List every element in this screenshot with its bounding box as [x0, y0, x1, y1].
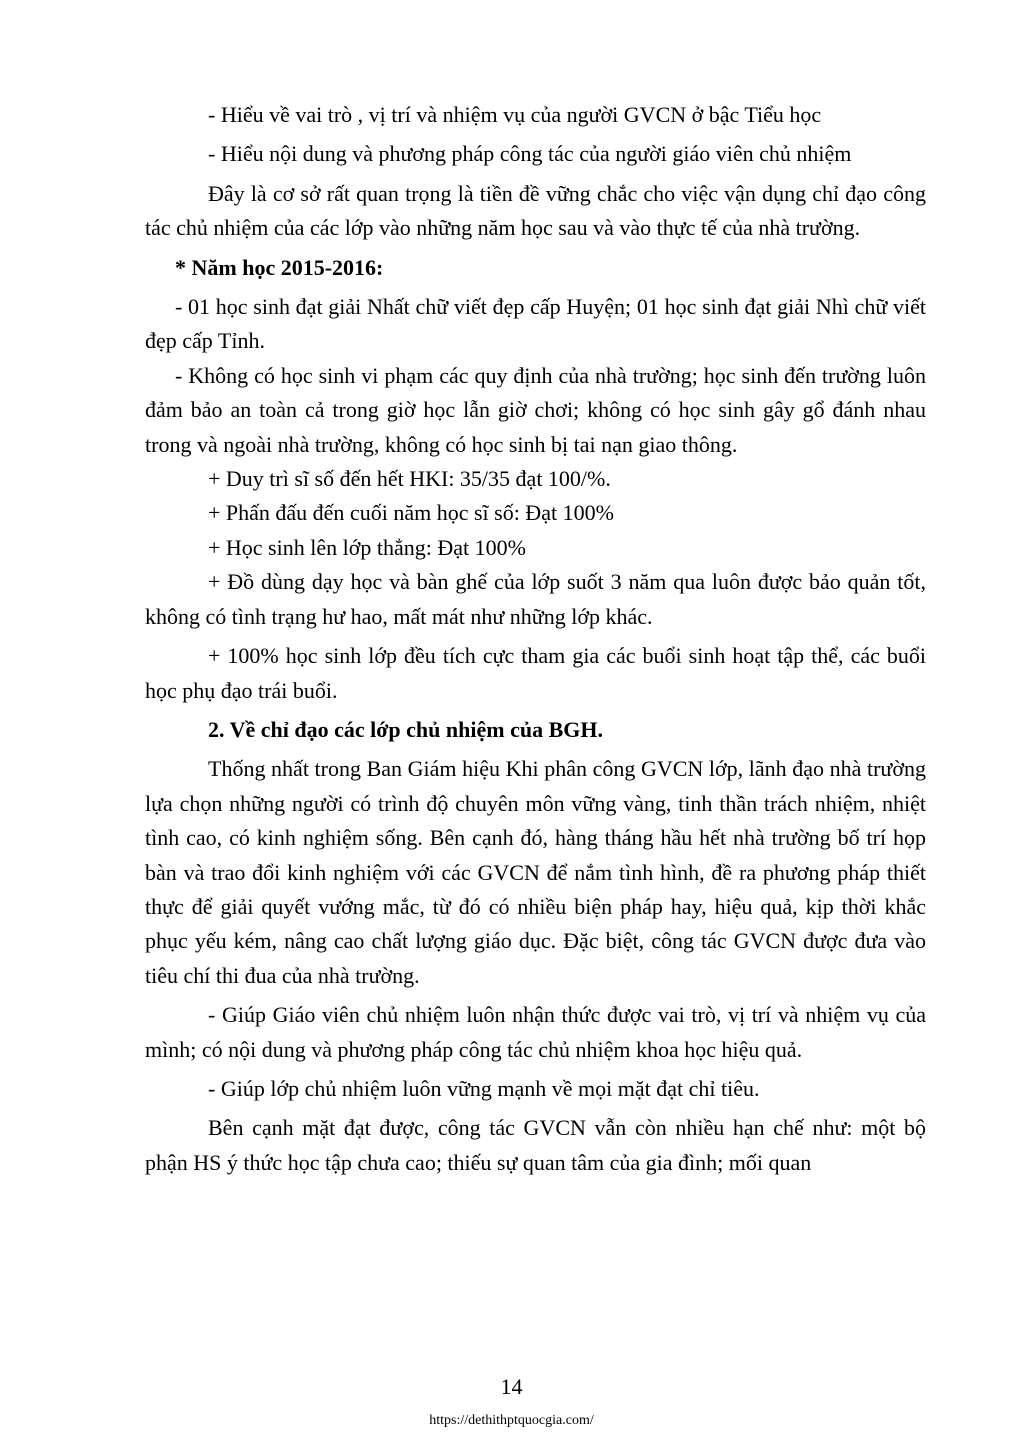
section-heading-year: * Năm học 2015-2016:: [175, 254, 384, 280]
paragraph-8: + Phấn đấu đến cuối năm học sĩ số: Đạt 100%: [208, 500, 614, 526]
paragraph-2: - Hiểu nội dung và phương pháp công tác của người giáo viên chủ nhiệm: [208, 141, 852, 167]
paragraph-11: + 100% học sinh lớp đều tích cực tham gia các buổi sinh hoạt tập thể, các buổi học phụ đạo trái buổi.: [145, 643, 926, 703]
paragraph-16: Bên cạnh mặt đạt được, công tác GVCN vẫn còn nhiều hạn chế như: một bộ phận HS ý thức học tập chưa cao; thiếu sự quan tâm của gia đình; mối quan: [145, 1115, 926, 1175]
paragraph-7: + Duy trì sĩ số đến hết HKI: 35/35 đạt 100/%.: [208, 466, 611, 492]
page-number: 14: [500, 1374, 523, 1399]
paragraph-1: - Hiểu về vai trò , vị trí và nhiệm vụ của người GVCN ở bậc Tiểu học: [208, 102, 822, 127]
paragraph-5: - 01 học sinh đạt giải Nhất chữ viết đẹp cấp Huyện; 01 học sinh đạt giải Nhì chữ viết đẹp cấp Tỉnh.: [145, 294, 926, 354]
paragraph-3: Đây là cơ sở rất quan trọng là tiền đề vững chắc cho việc vận dụng chỉ đạo công tác chủ nhiệm của các lớp vào những năm học sau và vào thực tế của nhà trường.: [145, 180, 926, 241]
paragraph-6: - Không có học sinh vi phạm các quy định của nhà trường; học sinh đến trường luôn đảm bảo an toàn cả trong giờ học lẫn giờ chơi; không có học sinh gây gổ đánh nhau trong và ngoài nhà trường, không có học sinh bị tai nạn giao thông.: [145, 362, 926, 457]
paragraph-14: - Giúp Giáo viên chủ nhiệm luôn nhận thức được vai trò, vị trí và nhiệm vụ của mình; có nội dung và phương pháp công tác chủ nhiệm khoa học hiệu quả.: [145, 1002, 926, 1062]
section-heading-bgh: 2. Về chỉ đạo các lớp chủ nhiệm của BGH.: [208, 716, 603, 742]
paragraph-13: Thống nhất trong Ban Giám hiệu Khi phân công GVCN lớp, lãnh đạo nhà trường lựa chọn những người có trình độ chuyên môn vững vàng, tinh thần trách nhiệm, nhiệt tình cao, có kinh nghiệm sống. Bên cạnh đó, hàng tháng hầu hết nhà trường bố trí họp bàn và trao đổi kinh nghiệm với các GVCN để nắm tình hình, đề ra phương pháp thiết thực để giải quyết vướng mắc, từ đó có nhiều biện pháp hay, hiệu quả, kịp thời khắc phục yếu kém, nâng cao chất lượng giáo dục. Đặc biệt, công tác GVCN được đưa vào tiêu chí thi đua của nhà trường.: [145, 756, 926, 988]
paragraph-10: + Đồ dùng dạy học và bàn ghế của lớp suốt 3 năm qua luôn được bảo quản tốt, không có tình trạng hư hao, mất mát như những lớp khác.: [145, 569, 926, 629]
footer-url: https://dethithptquocgia.com/: [429, 1413, 594, 1428]
paragraph-15: - Giúp lớp chủ nhiệm luôn vững mạnh về mọi mặt đạt chỉ tiêu.: [208, 1075, 760, 1101]
paragraph-9: + Học sinh lên lớp thẳng: Đạt 100%: [208, 534, 526, 560]
page-body: [145, 98, 926, 1180]
